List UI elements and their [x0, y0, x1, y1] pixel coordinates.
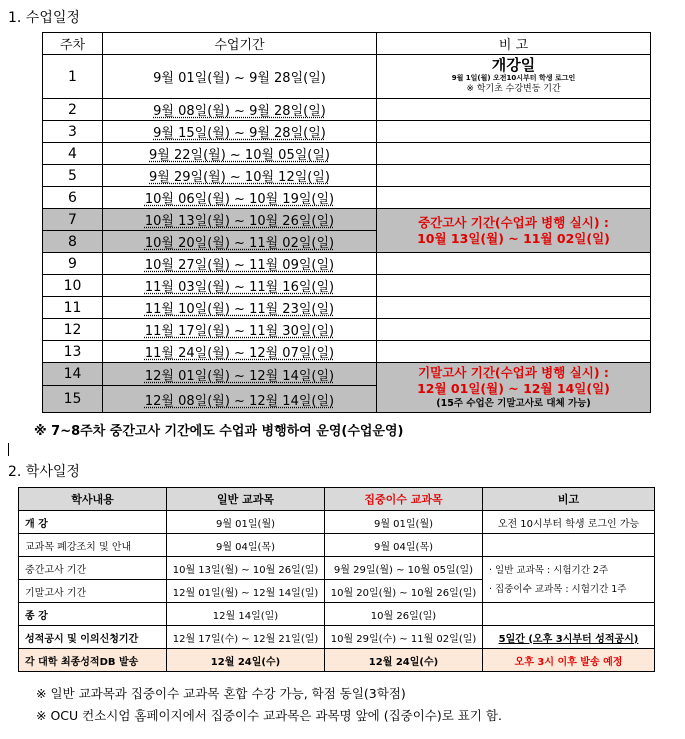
- midterm-line1: 중간고사 기간(수업과 병행 실시) :: [418, 214, 609, 230]
- final-sub: (15주 수업은 기말고사로 대체 가능): [436, 397, 591, 409]
- table-row: [43, 319, 651, 341]
- week-number: 8: [43, 231, 103, 253]
- week-period: 9월 01일(월) ~ 9월 28일(일): [103, 55, 377, 99]
- opening-login-note: 9월 1일(월) 오전10시부터 학생 로그인: [451, 74, 576, 82]
- table-header-row: [43, 33, 651, 55]
- general-value: 9월 04일(목): [167, 534, 325, 557]
- intensive-value: 9월 01일(월): [325, 511, 483, 534]
- week-number: 2: [43, 99, 103, 121]
- week-number: 9: [43, 253, 103, 275]
- row-label: 종 강: [19, 603, 167, 626]
- row-label: 교과목 폐강조치 및 안내: [19, 534, 167, 557]
- week-number: 4: [43, 143, 103, 165]
- week-period: 11월 24일(월) ~ 12월 07일(일): [103, 341, 377, 363]
- remark-cell: [377, 165, 651, 187]
- final-remark: [377, 363, 651, 413]
- table-row: [43, 99, 651, 121]
- intensive-value: 10월 26일(일): [325, 603, 483, 626]
- text-cursor: [8, 443, 9, 456]
- remark-cell: [377, 253, 651, 275]
- week-period: 10월 20일(월) ~ 11월 02일(일): [103, 231, 377, 253]
- table-row: [43, 209, 651, 231]
- table-row: [43, 253, 651, 275]
- week-period: 9월 15일(월) ~ 9월 28일(일): [103, 121, 377, 143]
- final-line1: 기말고사 기간(수업과 병행 실시) :: [418, 364, 609, 380]
- exam-remark-intensive: · 집중이수 교과목 : 시험기간 1주: [489, 583, 627, 595]
- table-row: [19, 557, 655, 580]
- final-line2: 12월 01일(월) ~ 12월 14일(일): [417, 380, 610, 396]
- header-remark: 비 고: [377, 33, 651, 55]
- remark-value: 오전 10시부터 학생 로그인 가능: [483, 511, 655, 534]
- week-number: 15: [43, 386, 103, 413]
- week-period: 11월 17일(월) ~ 11월 30일(일): [103, 319, 377, 341]
- midterm-remark: [377, 209, 651, 253]
- header-general: 일반 교과목: [167, 488, 325, 511]
- remark-cell: [377, 319, 651, 341]
- table-row: [43, 187, 651, 209]
- intensive-value: 9월 29일(월) ~ 10월 05일(일): [325, 557, 483, 580]
- class-schedule-table: [42, 32, 651, 413]
- week-period: 11월 10일(월) ~ 11월 23일(일): [103, 297, 377, 319]
- intensive-value: 12월 24일(수): [325, 649, 483, 672]
- intensive-value: 10월 20일(월) ~ 10월 26일(일): [325, 580, 483, 603]
- header-content: 학사내용: [19, 488, 167, 511]
- remark-value: 오후 3시 이후 발송 예정: [483, 649, 655, 672]
- remark-cell: [377, 341, 651, 363]
- footnote-1: ※ 일반 교과목과 집중이수 교과목 혼합 수강 가능, 학점 동일(3학점): [36, 686, 406, 701]
- section1-title: 1. 수업일정: [8, 10, 80, 26]
- week-number: 14: [43, 363, 103, 386]
- midterm-line2: 10월 13일(월) ~ 11월 02일(일): [417, 230, 610, 246]
- table-row: [19, 534, 655, 557]
- week-period: 9월 29일(월) ~ 10월 12일(일): [103, 165, 377, 187]
- week-number: 3: [43, 121, 103, 143]
- remark-cell: [377, 187, 651, 209]
- footnote-2: ※ OCU 컨소시엄 홈페이지에서 집중이수 교과목은 과목명 앞에 (집중이수)로 표기 함.: [36, 708, 502, 723]
- remark-cell: [483, 603, 655, 626]
- table-row: [43, 275, 651, 297]
- midterm-note: ※ 7~8주차 중간고사 기간에도 수업과 병행하여 운영(수업운영): [34, 424, 404, 439]
- week-period: 10월 27일(월) ~ 11월 09일(일): [103, 253, 377, 275]
- general-value: 9월 01일(월): [167, 511, 325, 534]
- remark-cell: [483, 534, 655, 557]
- table-row: [43, 121, 651, 143]
- opening-title: 개강일: [491, 56, 536, 74]
- remark-value: 5일간 (오후 3시부터 성적공시): [483, 626, 655, 649]
- week-period: 10월 13일(월) ~ 10월 26일(일): [103, 209, 377, 231]
- row-label: 성적공시 및 이의신청기간: [19, 626, 167, 649]
- week-period: 9월 22일(월) ~ 10월 05일(일): [103, 143, 377, 165]
- header-intensive: 집중이수 교과목: [325, 488, 483, 511]
- week-number: 1: [43, 55, 103, 99]
- opening-remark: [377, 55, 651, 99]
- table-row: [43, 55, 651, 99]
- general-value: 12월 17일(수) ~ 12월 21일(일): [167, 626, 325, 649]
- table-row: [19, 511, 655, 534]
- table-header-row: [19, 488, 655, 511]
- general-value: 12월 01일(월) ~ 12월 14일(일): [167, 580, 325, 603]
- remark-cell: [377, 143, 651, 165]
- intensive-value: 9월 04일(목): [325, 534, 483, 557]
- exam-remark-general: · 일반 교과목 : 시험기간 2주: [489, 564, 609, 576]
- header-period: 수업기간: [103, 33, 377, 55]
- table-row: [43, 297, 651, 319]
- table-row: [43, 165, 651, 187]
- week-number: 12: [43, 319, 103, 341]
- exam-remark: [483, 557, 655, 603]
- remark-cell: [377, 99, 651, 121]
- academic-schedule-table: [18, 487, 655, 672]
- remark-cell: [377, 297, 651, 319]
- week-number: 7: [43, 209, 103, 231]
- week-period: 9월 08일(월) ~ 9월 28일(일): [103, 99, 377, 121]
- general-value: 12월 24일(수): [167, 649, 325, 672]
- row-label: 중간고사 기간: [19, 557, 167, 580]
- row-label: 각 대학 최종성적DB 발송: [19, 649, 167, 672]
- week-number: 11: [43, 297, 103, 319]
- week-period: 10월 06일(월) ~ 10월 19일(일): [103, 187, 377, 209]
- week-period: 11월 03일(월) ~ 11월 16일(일): [103, 275, 377, 297]
- header-remark: 비고: [483, 488, 655, 511]
- table-row: [19, 626, 655, 649]
- remark-cell: [377, 275, 651, 297]
- table-row: [19, 603, 655, 626]
- remark-cell: [377, 121, 651, 143]
- week-number: 13: [43, 341, 103, 363]
- opening-change-note: ※ 학기초 수강변동 기간: [466, 84, 561, 94]
- intensive-value: 10월 29일(수) ~ 11월 02일(일): [325, 626, 483, 649]
- table-row: [43, 143, 651, 165]
- row-label: 개 강: [19, 511, 167, 534]
- table-row: [43, 363, 651, 386]
- week-period: 12월 08일(월) ~ 12월 14일(일): [103, 386, 377, 413]
- section2-title: 2. 학사일정: [8, 464, 80, 480]
- table-row: [43, 341, 651, 363]
- week-number: 5: [43, 165, 103, 187]
- week-number: 10: [43, 275, 103, 297]
- general-value: 10월 13일(월) ~ 10월 26일(일): [167, 557, 325, 580]
- table-row: [19, 649, 655, 672]
- row-label: 기말고사 기간: [19, 580, 167, 603]
- week-period: 12월 01일(월) ~ 12월 14일(일): [103, 363, 377, 386]
- header-week: 주차: [43, 33, 103, 55]
- general-value: 12월 14일(일): [167, 603, 325, 626]
- week-number: 6: [43, 187, 103, 209]
